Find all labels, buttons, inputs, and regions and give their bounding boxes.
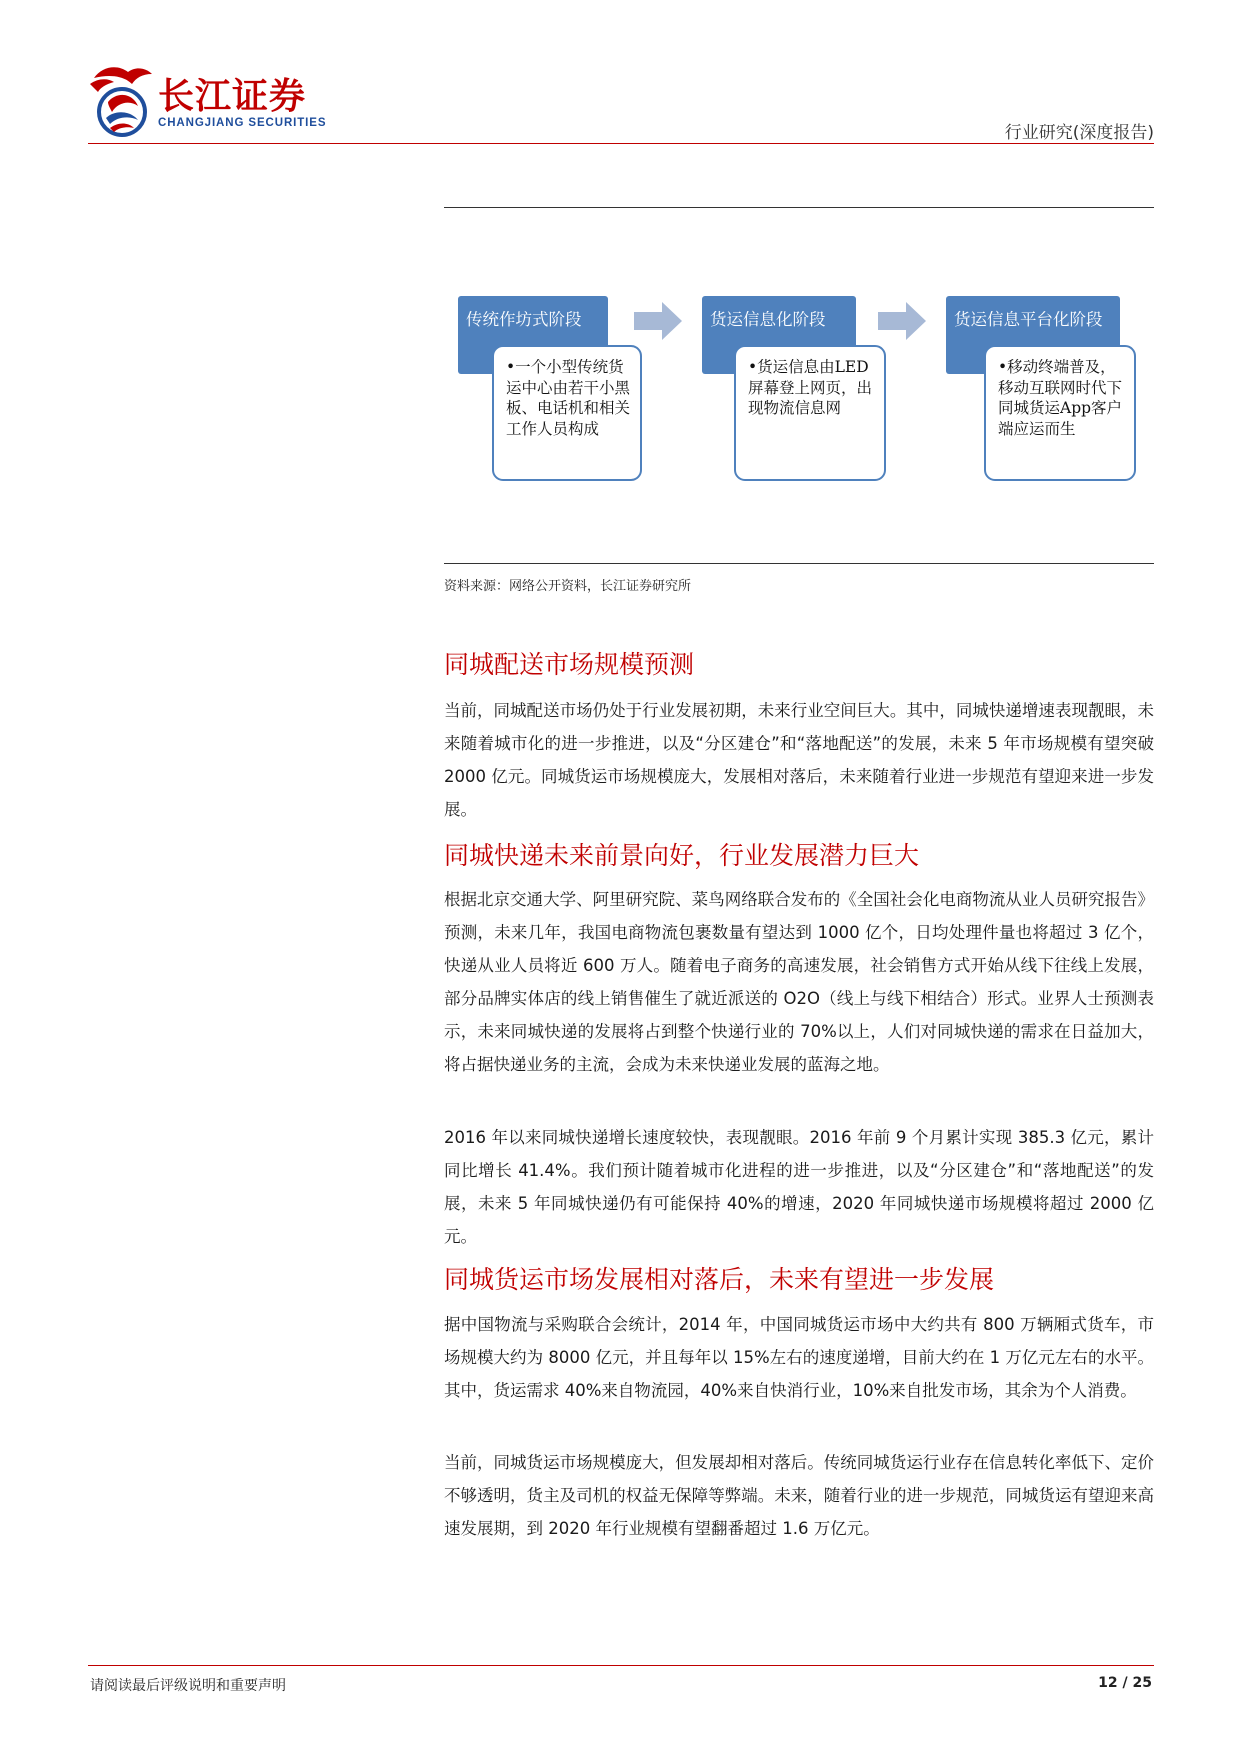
right-arrow-icon bbox=[634, 302, 682, 340]
footer-divider bbox=[88, 1665, 1154, 1666]
right-arrow-icon bbox=[878, 302, 926, 340]
footer-disclaimer: 请阅读最后评级说明和重要声明 bbox=[90, 1678, 286, 1694]
stage-1-text: •一个小型传统货运中心由若干小黑板、电话机和相关工作人员构成 bbox=[506, 358, 631, 438]
header-divider bbox=[88, 143, 1154, 144]
company-logo bbox=[88, 62, 388, 140]
paragraph: 据中国物流与采购联合会统计，2014 年，中国同城货运市场中大约共有 800 万辆厢式货车，市场规模大约为 8000 亿元，并且每年以 15%左右的速度递增，目前大约在 1 万亿元左右的水平。其中，货运需求 40%来自物流园，40%来自快消行业，10%来自批发市场，其余为个人消费。 bbox=[444, 1315, 1154, 1400]
stage-2-box bbox=[734, 345, 886, 481]
paragraph: 2016 年以来同城快递增长速度较快，表现靓眼。2016 年前 9 个月累计实现 385.3 亿元，累计同比增长 41.4%。我们预计随着城市化进程的进一步推进，以及“分区建仓”和“落地配送”的发展，未来 5 年同城快递仍有可能保持 40%的增速，2020 年同城快递市场规模将超过 2000 亿元。 bbox=[444, 1128, 1154, 1246]
logo-emblem-icon bbox=[88, 62, 154, 140]
paragraph: 当前，同城配送市场仍处于行业发展初期，未来行业空间巨大。其中，同城快递增速表现靓眼，未来随着城市化的进一步推进，以及“分区建仓”和“落地配送”的发展，未来 5 年市场规模有望突破 2000 亿元。同城货运市场规模庞大，发展相对落后，未来随着行业进一步规范有望迎来进一步发展。 bbox=[444, 701, 1154, 819]
section-heading: 同城配送市场规模预测 bbox=[444, 650, 695, 679]
stage-1-box bbox=[492, 345, 642, 481]
brand-name-en: CHANGJIANG SECURITIES bbox=[158, 117, 327, 129]
section-heading: 同城快递未来前景向好，行业发展潜力巨大 bbox=[444, 841, 920, 870]
brand-name-cn: 长江证券 bbox=[158, 75, 307, 117]
figure-source: 资料来源：网络公开资料，长江证券研究所 bbox=[444, 579, 692, 594]
report-type: 行业研究(深度报告) bbox=[1004, 123, 1154, 143]
stage-3-box bbox=[984, 345, 1136, 481]
stage-1-title: 传统作坊式阶段 bbox=[466, 310, 582, 329]
paragraph: 根据北京交通大学、阿里研究院、菜鸟网络联合发布的《全国社会化电商物流从业人员研究报告》预测，未来几年，我国电商物流包裹数量有望达到 1000 亿个，日均处理件量也将超过 3 亿个，快递从业人员将近 600 万人。随着电子商务的高速发展，社会销售方式开始从线下往线上发展，部分品牌实体店的线上销售催生了就近派送的 O2O（线上与线下相结合）形式。业界人士预测表示，未来同城快递的发展将占到整个快递行业的 70%以上，人们对同城快递的需求在日益加大，将占据快递业务的主流，会成为未来快递业发展的蓝海之地。 bbox=[444, 890, 1154, 1074]
figure-top-divider bbox=[444, 207, 1154, 208]
stage-3-title: 货运信息平台化阶段 bbox=[954, 310, 1103, 329]
page-number: 12 / 25 bbox=[1098, 1675, 1152, 1691]
stage-2-text: •货运信息由LED屏幕登上网页，出现物流信息网 bbox=[748, 358, 873, 417]
section-heading: 同城货运市场发展相对落后，未来有望进一步发展 bbox=[444, 1265, 995, 1294]
paragraph: 当前，同城货运市场规模庞大，但发展却相对落后。传统同城货运行业存在信息转化率低下、定价不够透明，货主及司机的权益无保障等弊端。未来，随着行业的进一步规范，同城货运有望迎来高速发展期，到 2020 年行业规模有望翻番超过 1.6 万亿元。 bbox=[444, 1453, 1154, 1538]
stage-2-title: 货运信息化阶段 bbox=[710, 310, 826, 329]
figure-bottom-divider bbox=[444, 563, 1154, 564]
stage-3-text: •移动终端普及，移动互联网时代下同城货运App客户端应运而生 bbox=[998, 358, 1123, 438]
